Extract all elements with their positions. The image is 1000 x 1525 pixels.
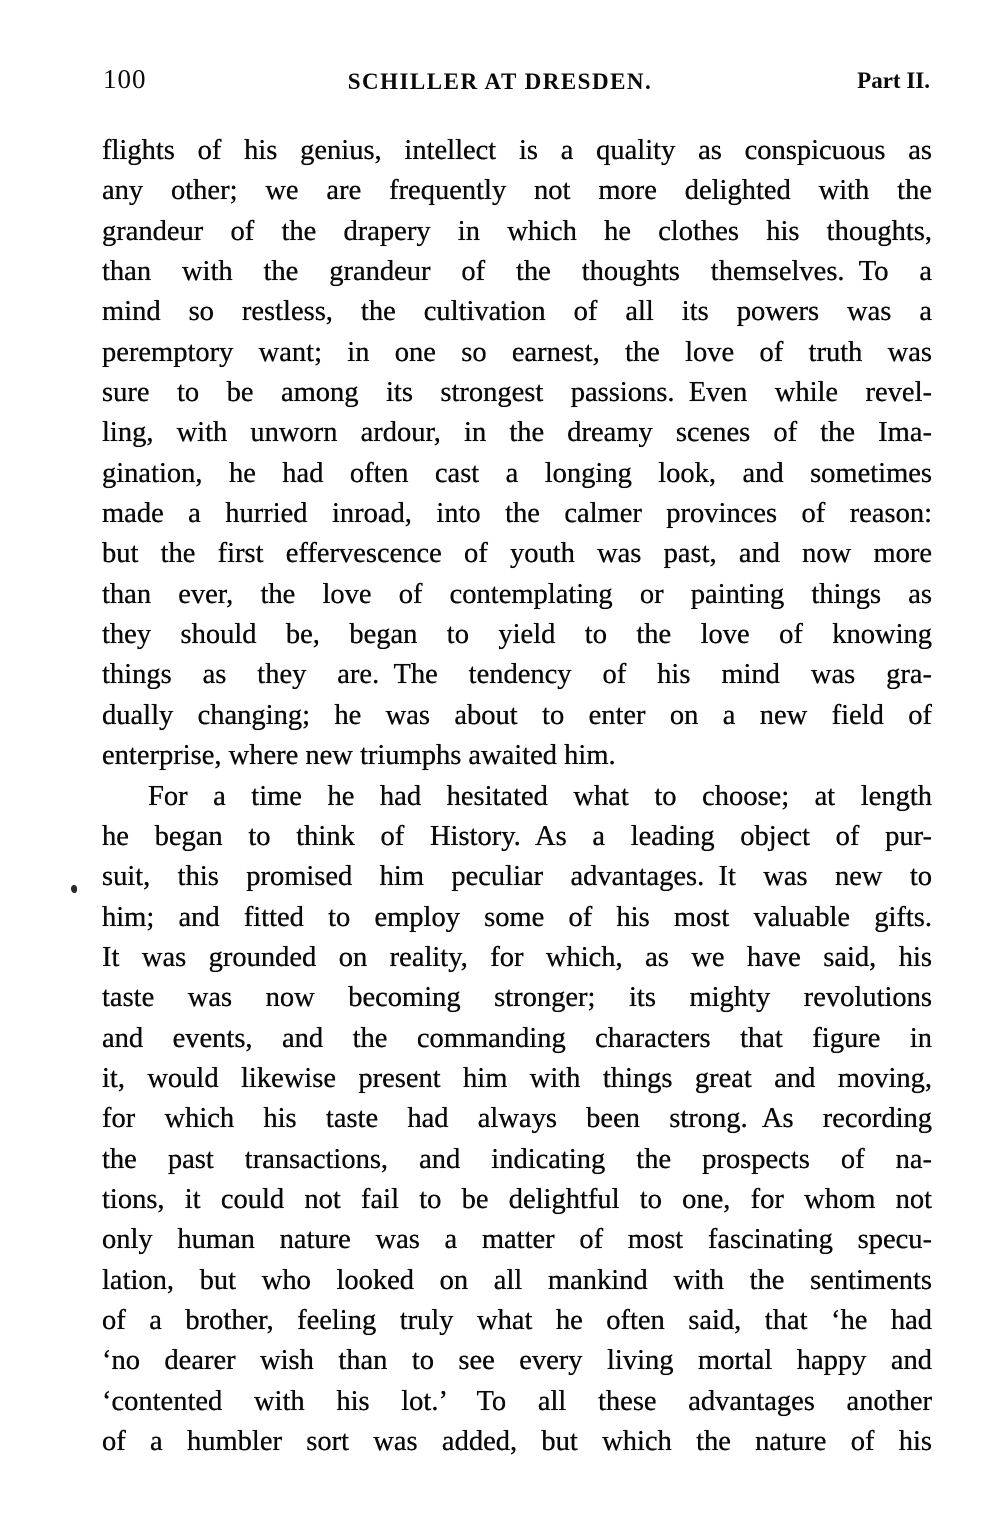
text-line: enterprise, where new triumphs awaited him. — [102, 740, 616, 772]
page-number: 100 — [103, 64, 147, 94]
running-header — [0, 0, 1000, 110]
text-line: ling, with unworn ardour, in the dreamy scenes of the Ima- — [102, 417, 932, 449]
text-line: and events, and the commanding characters that figure in — [102, 1022, 932, 1054]
text-line: the past transactions, and indicating the prospects of na- — [102, 1143, 932, 1175]
scan-speck — [71, 885, 77, 893]
text-line: ‘no dearer wish than to see every living mortal happy and — [102, 1345, 932, 1377]
text-line: taste was now becoming stronger; its mighty revolutions — [102, 982, 932, 1014]
text-line: lation, but who looked on all mankind with the sentiments — [102, 1264, 932, 1296]
text-line: made a hurried inroad, into the calmer provinces of reason: — [102, 498, 932, 530]
text-line: him; and fitted to employ some of his most valuable gifts. — [102, 901, 932, 933]
text-line: gination, he had often cast a longing look, and sometimes — [102, 457, 932, 489]
text-line: flights of his genius, intellect is a quality as conspicuous as — [102, 135, 932, 166]
text-line: For a time he had hesitated what to choose; at length — [148, 780, 932, 812]
text-line: suit, this promised him peculiar advantages. It was new to — [102, 861, 932, 893]
text-line: of a humbler sort was added, but which the nature of his — [102, 1426, 932, 1457]
text-line: dually changing; he was about to enter on a new field of — [102, 699, 932, 731]
text-line: they should be, began to yield to the love of knowing — [102, 619, 932, 651]
text-line: than ever, the love of contemplating or painting things as — [102, 578, 932, 610]
running-title: SCHILLER AT DRESDEN. — [347, 69, 653, 94]
text-line: sure to be among its strongest passions. Even while revel- — [102, 377, 932, 409]
text-line: mind so restless, the cultivation of all its powers was a — [102, 296, 932, 328]
text-line: grandeur of the drapery in which he clothes his thoughts, — [102, 215, 932, 247]
text-line: It was grounded on reality, for which, as we have said, his — [102, 941, 932, 973]
text-line: things as they are. The tendency of his mind was gra- — [102, 659, 932, 691]
text-line: of a brother, feeling truly what he often said, that ‘he had — [102, 1304, 932, 1336]
text-line: for which his taste had always been strong. As recording — [102, 1103, 932, 1135]
page-text — [102, 131, 932, 1462]
text-line: tions, it could not fail to be delightful to one, for whom not — [102, 1183, 932, 1215]
text-line: ‘contented with his lot.’ To all these advantages another — [102, 1385, 932, 1417]
text-line: he began to think of History. As a leading object of pur- — [102, 820, 932, 852]
part-label: Part II. — [857, 68, 930, 93]
text-line: it, would likewise present him with things great and moving, — [102, 1062, 932, 1094]
text-line: but the first effervescence of youth was past, and now more — [102, 538, 932, 570]
text-line: than with the grandeur of the thoughts themselves. To a — [102, 256, 932, 288]
text-line: only human nature was a matter of most fascinating specu- — [102, 1224, 932, 1256]
text-line: any other; we are frequently not more delighted with the — [102, 175, 932, 207]
text-line: peremptory want; in one so earnest, the love of truth was — [102, 336, 932, 368]
